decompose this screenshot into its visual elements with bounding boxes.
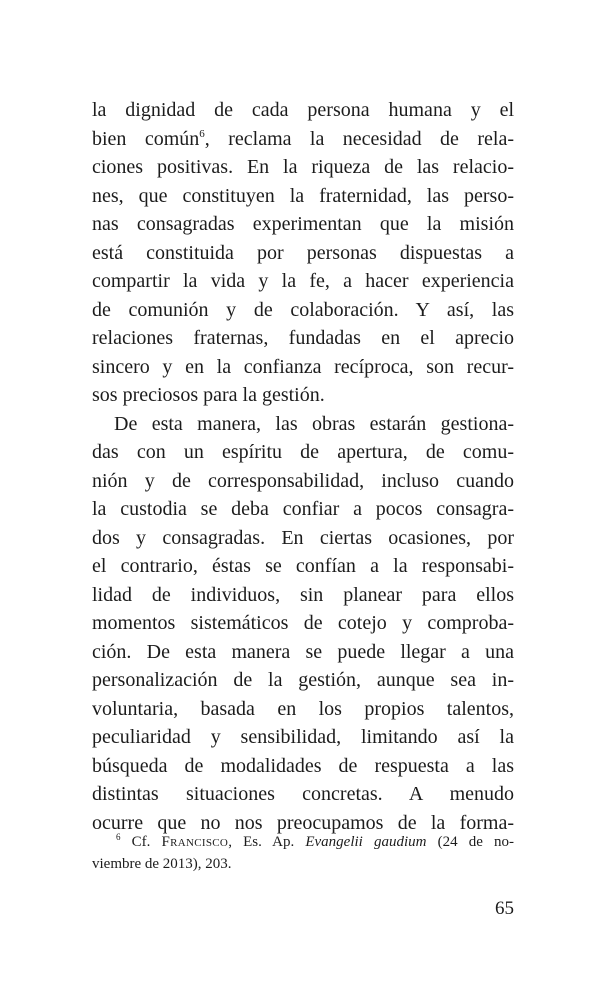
footnote-date: (24 de no- — [426, 834, 515, 850]
text-line: nas consagradas experimentan que la misión — [92, 213, 514, 235]
text-line: dos y consagradas. En ciertas ocasiones, por — [92, 526, 514, 549]
text-line: nión y de corresponsabilidad, incluso cuando — [92, 469, 514, 492]
body-text — [92, 96, 514, 837]
page-number: 65 — [495, 898, 514, 919]
text-line — [92, 125, 514, 154]
text-line: De esta manera, las obras estarán gestiona- — [114, 412, 514, 435]
text-line: voluntaria, basada en los propios talentos, — [92, 697, 514, 720]
footnote — [92, 831, 514, 875]
text-line: la dignidad de cada persona humana y el — [92, 99, 514, 121]
text-line: de comunión y de colaboración. Y así, las — [92, 298, 514, 321]
footnote-line: viembre de 2013), 203. — [92, 856, 232, 872]
footnote-line — [92, 831, 514, 853]
footnote-reference[interactable]: 6 — [199, 127, 205, 140]
text-line: compartir la vida y la fe, a hacer experiencia — [92, 270, 514, 292]
footnote-author: Francisco — [161, 834, 229, 850]
text-line: ción. De esta manera se puede llegar a una — [92, 640, 514, 663]
text-line: sincero y en la confianza recíproca, son recur- — [92, 355, 514, 378]
text-line: el contrario, éstas se confían a la responsabi- — [92, 555, 514, 577]
text-line: nes, que constituyen la fraternidad, las perso- — [92, 184, 514, 207]
text-line: das con un espíritu de apertura, de comu- — [92, 441, 514, 463]
text-line: lidad de individuos, sin planear para ellos — [92, 583, 514, 606]
footnote-title: Evangelii gaudium — [305, 834, 427, 850]
text-fragment: , reclama la necesidad de rela- — [204, 127, 514, 150]
text-line: la custodia se deba confiar a pocos consagra- — [92, 498, 514, 520]
text-line: búsqueda de modalidades de respuesta a las — [92, 754, 514, 777]
text-fragment: bien común — [92, 127, 200, 150]
text-line: sos preciosos para la gestión. — [92, 384, 325, 406]
text-line: ciones positivas. En la riqueza de las relacio- — [92, 156, 514, 178]
text-line: relaciones fraternas, fundadas en el aprecio — [92, 327, 514, 349]
text-line: ocurre que no nos preocupamos de la forma- — [92, 811, 514, 834]
text-line: peculiaridad y sensibilidad, limitando así la — [92, 726, 514, 748]
text-line: está constituida por personas dispuestas a — [92, 241, 514, 264]
text-line: personalización de la gestión, aunque sea in- — [92, 669, 514, 691]
text-line: distintas situaciones concretas. A menudo — [92, 783, 514, 805]
text-line: momentos sistemáticos de cotejo y comproba- — [92, 612, 514, 634]
footnote-marker: 6 — [116, 832, 121, 842]
footnote-prefix: Cf. — [120, 834, 162, 850]
footnote-source: , Es. Ap. — [228, 834, 306, 850]
